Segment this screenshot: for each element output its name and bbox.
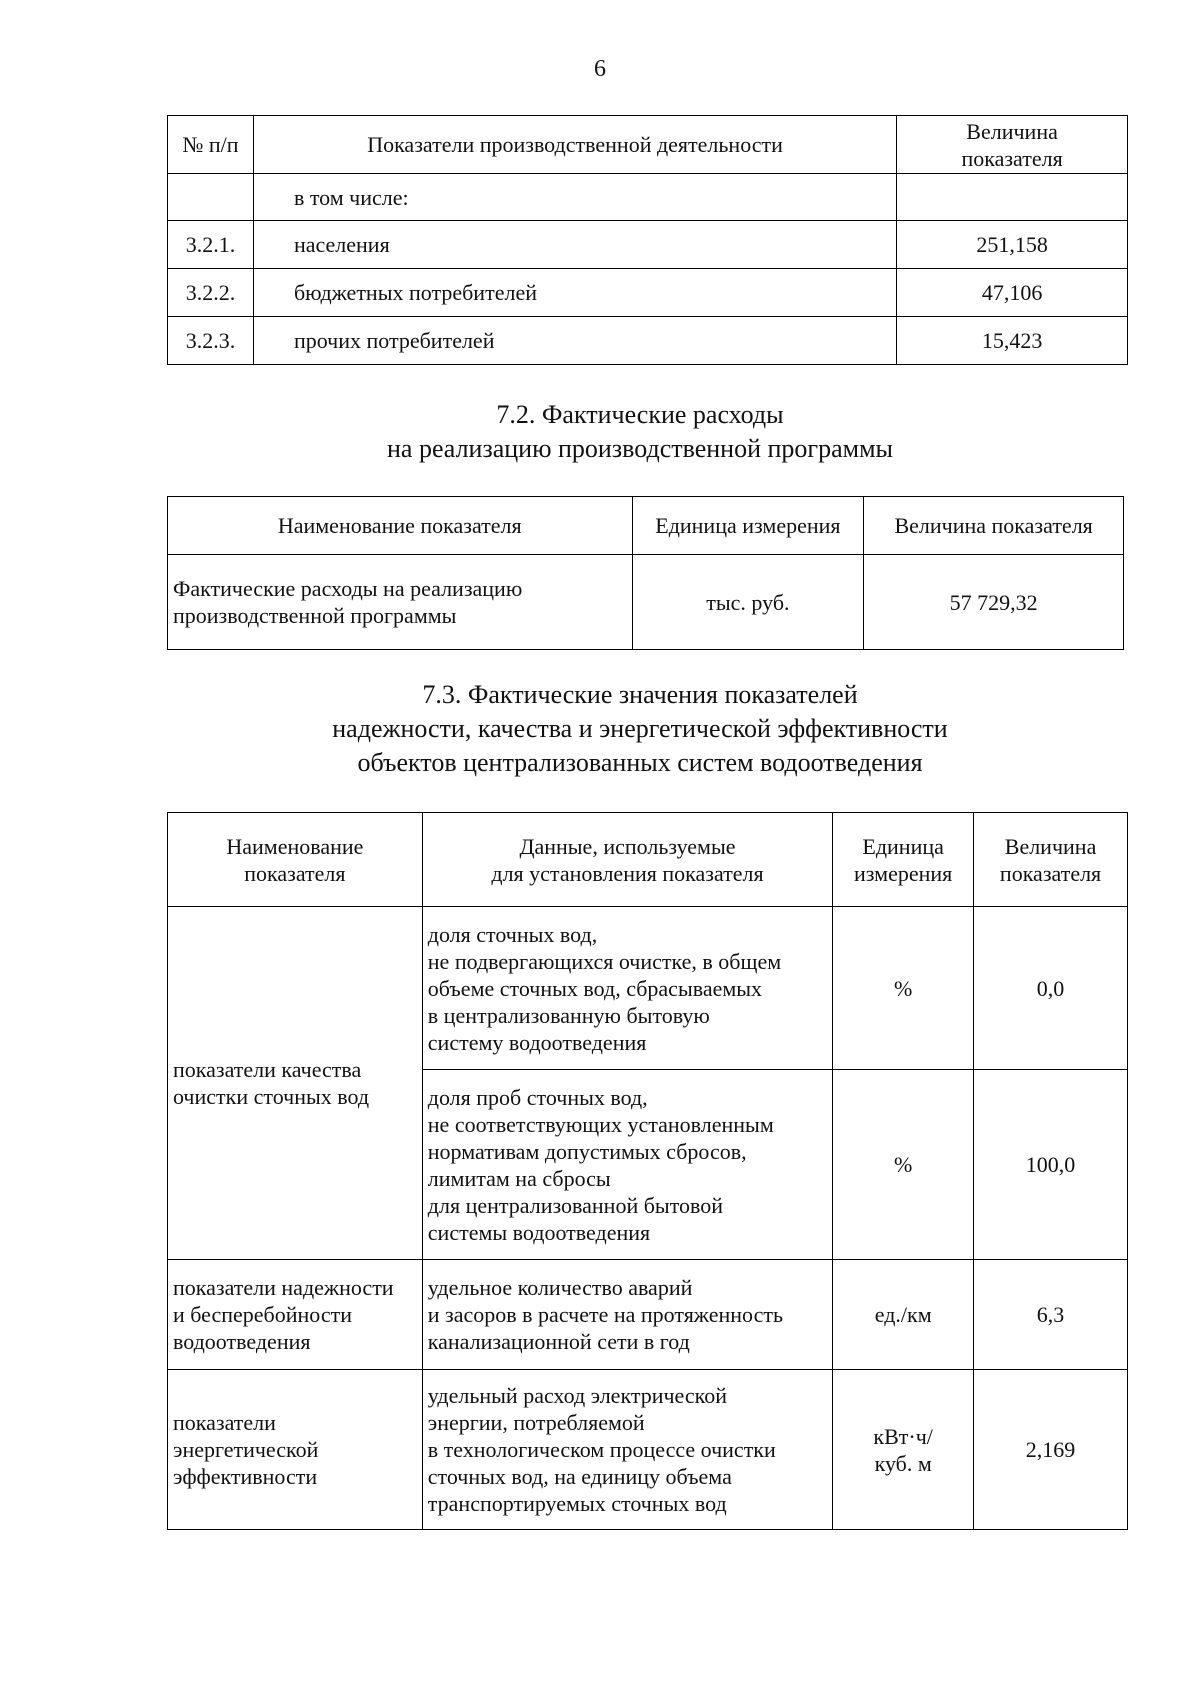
row-value: 6,3 — [974, 1260, 1128, 1370]
row-value: 57 729,32 — [864, 555, 1124, 650]
row-value: 2,169 — [974, 1370, 1128, 1530]
table-header-row — [168, 116, 1128, 174]
page-number: 6 — [594, 56, 606, 82]
table-row — [168, 555, 1124, 650]
row-unit: тыс. руб. — [632, 555, 864, 650]
table-row — [168, 221, 1128, 269]
header-cell: Наименование показателя — [168, 497, 633, 555]
header-cell: Показатели производственной деятельности — [253, 116, 896, 174]
row-data: доля проб сточных вод, не соответствующих установленным нормативам допустимых сбросов, лимитам на сбросы для централизованной бытовой системы водоотведения — [422, 1070, 832, 1260]
row-name: прочих потребителей — [253, 317, 896, 365]
header-cell: Единица измерения — [632, 497, 864, 555]
header-cell: Величина показателя — [897, 116, 1128, 174]
production-indicators-table — [167, 115, 1128, 365]
row-number: 3.2.1. — [168, 221, 254, 269]
table-row — [168, 174, 1128, 221]
table-row — [168, 317, 1128, 365]
table-row — [168, 1370, 1128, 1530]
header-cell: Данные, используемые для установления показателя — [422, 813, 832, 907]
table-header-row — [168, 813, 1128, 907]
row-unit: кВт·ч/ куб. м — [833, 1370, 974, 1530]
table-row — [168, 1260, 1128, 1370]
header-cell: Единица измерения — [833, 813, 974, 907]
reliability-quality-table — [167, 812, 1128, 1530]
row-value: 47,106 — [897, 269, 1128, 317]
section-7-2-title: 7.2. Фактические расходы на реализацию производственной программы — [386, 400, 893, 463]
row-number: 3.2.3. — [168, 317, 254, 365]
header-cell: Величина показателя — [864, 497, 1124, 555]
table-row — [168, 907, 1128, 1070]
section-7-3-title: 7.3. Фактические значения показателей надежности, качества и энергетической эффективности объектов централизованных систем водоотведения — [332, 680, 948, 777]
row-data: удельный расход электрической энергии, потребляемой в технологическом процессе очистки сточных вод, на единицу объема транспортируемых сточных вод — [422, 1370, 832, 1530]
expenses-table — [167, 496, 1124, 650]
row-value: 251,158 — [897, 221, 1128, 269]
table-header-row — [168, 497, 1124, 555]
row-data: доля сточных вод, не подвергающихся очистке, в общем объеме сточных вод, сбрасываемых в централизованную бытовую систему водоотведения — [422, 907, 832, 1070]
header-cell: № п/п — [168, 116, 254, 174]
row-value: 100,0 — [974, 1070, 1128, 1260]
row-name: населения — [253, 221, 896, 269]
row-unit: % — [833, 1070, 974, 1260]
header-cell: Наименование показателя — [168, 813, 423, 907]
table-row — [168, 269, 1128, 317]
row-unit: % — [833, 907, 974, 1070]
row-value: 15,423 — [897, 317, 1128, 365]
header-cell: Величина показателя — [974, 813, 1128, 907]
subheader-cell: в том числе: — [253, 174, 896, 221]
group-name: показатели надежности и бесперебойности водоотведения — [168, 1260, 423, 1370]
group-name: показатели энергетической эффективности — [168, 1370, 423, 1530]
row-value: 0,0 — [974, 907, 1128, 1070]
row-unit: ед./км — [833, 1260, 974, 1370]
row-data: удельное количество аварий и засоров в расчете на протяженность канализационной сети в год — [422, 1260, 832, 1370]
group-name: показатели качества очистки сточных вод — [168, 907, 423, 1260]
row-number: 3.2.2. — [168, 269, 254, 317]
row-name: бюджетных потребителей — [253, 269, 896, 317]
row-name: Фактические расходы на реализацию производственной программы — [168, 555, 633, 650]
